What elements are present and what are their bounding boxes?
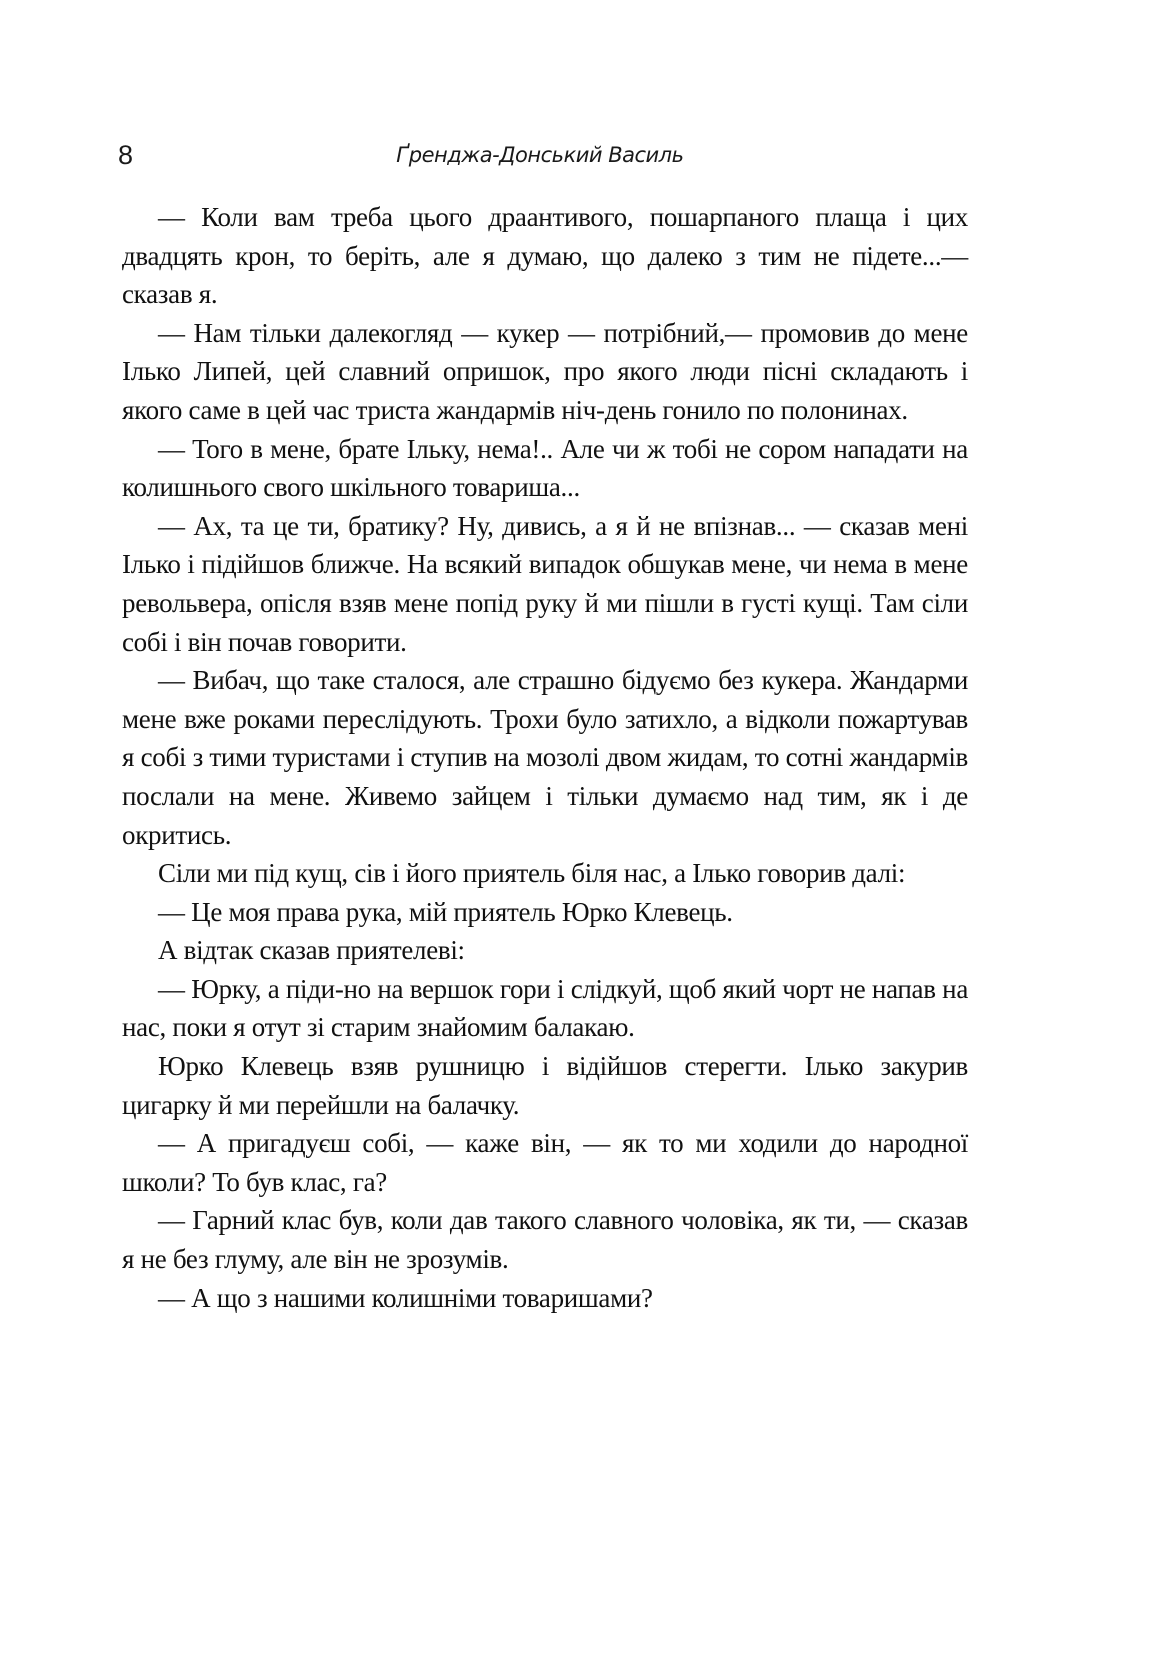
- paragraph: — А пригадуєш собі, — каже він, — як то ми ходили до народної школи? То був клас, га?: [122, 1128, 968, 1197]
- paragraph: — А що з нашими колишніми товаришами?: [158, 1282, 653, 1313]
- paragraph: — Того в мене, брате Ільку, нема!.. Але чи ж тобі не сором нападати на колишнього свого шкільного товариша...: [122, 433, 968, 503]
- paragraph: Сіли ми під кущ, сів і його приятель біля нас, а Ілько говорив далі:: [158, 858, 906, 889]
- paragraph: А відтак сказав приятелеві:: [158, 935, 465, 966]
- page-number: 8: [118, 140, 134, 170]
- running-header-author: Ґренджа-Донський Василь: [396, 143, 684, 167]
- paragraph: — Юрку, а піди-но на вершок гори і слідкуй, щоб який чорт не напав на нас, поки я отут зі старим знайомим балакаю.: [122, 973, 968, 1043]
- paragraph: — Нам тільки далекогляд — кукер — потрібний,— промовив до мене Ілько Липей, цей славний опришок, про якого люди пісні складають і якого саме в цей час триста жандармів ніч-день гонило по полонинах.: [122, 317, 968, 425]
- paragraph: — Ах, та це ти, братику? Ну, дивись, а я й не впізнав... — сказав мені Ілько і підійшов ближче. На всякий випадок обшукав мене, чи нема в мене револьвера, опісля взяв мене попід руку й ми пішли в густі кущі. Там сіли собі і він почав говорити.: [122, 510, 968, 657]
- paragraph: — Гарний клас був, коли дав такого славного чоловіка, як ти, — сказав я не без глуму, але він не зрозумів.: [122, 1205, 968, 1275]
- paragraph: — Це моя права рука, мій приятель Юрко Клевець.: [158, 896, 733, 927]
- paragraph: — Вибач, що таке сталося, але страшно бідуємо без кукера. Жандарми мене вже роками переслідують. Трохи було затихло, а відколи пожартував я собі з тими туристами і ступив на мозолі двом жидам, то сотні жандармів послали на мене. Живемо зайцем і тільки думаємо над тим, як і де окритись.: [122, 665, 968, 850]
- paragraph: — Коли вам треба цього драантивого, пошарпаного плаща і цих двадцять крон, то беріть, але я думаю, що далеко з тим не підете...— сказав я.: [122, 202, 968, 310]
- paragraph: Юрко Клевець взяв рушницю і відійшов стерегти. Ілько закурив цигарку й ми перейшли на балачку.: [122, 1051, 968, 1120]
- body-text: [122, 198, 968, 1317]
